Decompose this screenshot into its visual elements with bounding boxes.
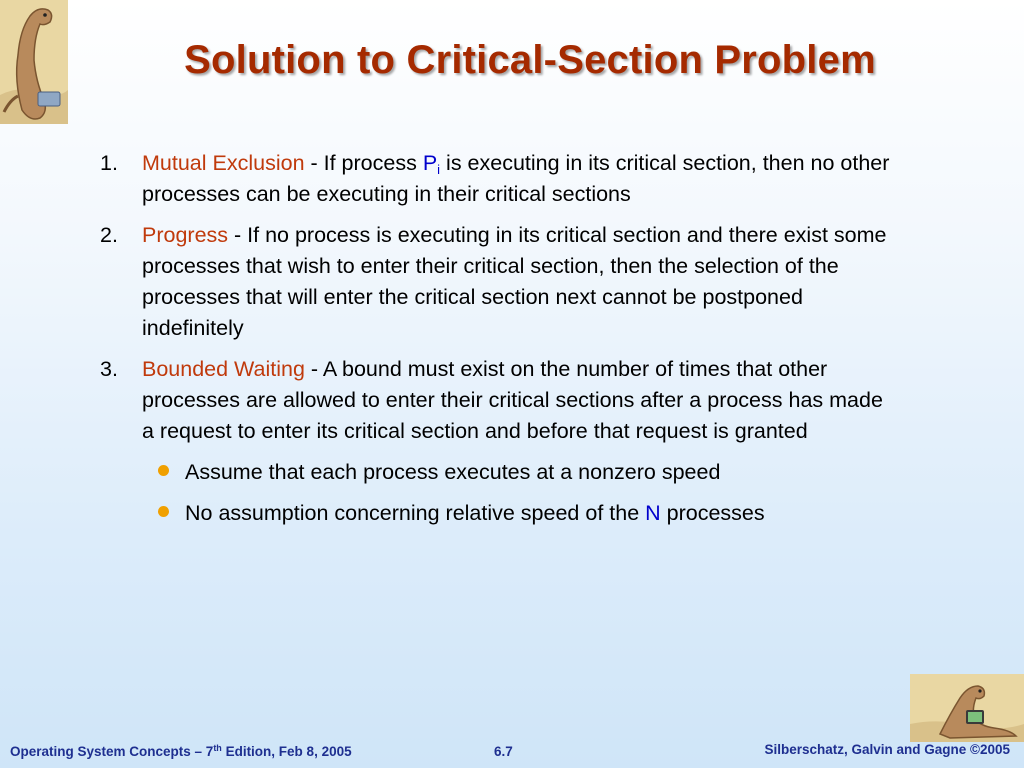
item-text-part: - If process <box>304 151 423 175</box>
item-number: 2. <box>100 223 118 247</box>
item-text-part: - A bound must exist on the number of times that other processes are allowed to enter their critical sections after a process has made a request to enter its critical section and before that request is granted <box>142 357 883 443</box>
term-label: Mutual Exclusion <box>142 151 305 175</box>
item-text <box>142 220 900 344</box>
footer-superscript: th <box>213 743 222 753</box>
process-variable: P <box>422 151 438 175</box>
footer-book-title <box>10 744 352 759</box>
list-item-mutual-exclusion <box>100 148 900 210</box>
bullet-dot-icon <box>158 465 169 476</box>
slide-body <box>100 148 900 539</box>
bullet-text-part: No assumption concerning relative speed of the <box>185 501 646 525</box>
sub-bullet-item <box>158 457 900 488</box>
dinosaur-logo-bottom-icon <box>910 674 1024 742</box>
item-text <box>142 354 900 447</box>
list-item-progress <box>100 220 900 344</box>
bullet-text: Assume that each process executes at a nonzero speed <box>185 460 721 484</box>
item-number: 3. <box>100 357 118 381</box>
footer-copyright: Silberschatz, Galvin and Gagne ©2005 <box>764 742 1010 757</box>
bullet-text <box>185 498 765 529</box>
bullet-dot-icon <box>158 506 169 517</box>
item-text-part: - If no process is executing in its critical section and there exist some processes that wish to enter their critical section, then the selection of the processes that will enter the critical section next cannot be postponed indefinitely <box>142 223 887 340</box>
term-label: Bounded Waiting <box>142 357 305 381</box>
sub-bullet-item <box>158 498 900 529</box>
slide-title: Solution to Critical-Section Problem <box>184 38 876 82</box>
sub-bullet-list <box>158 457 900 529</box>
item-number: 1. <box>100 151 118 175</box>
n-variable: N <box>645 501 661 525</box>
item-text <box>142 148 900 210</box>
bullet-text-part: processes <box>660 501 765 525</box>
process-subscript: i <box>437 162 441 177</box>
footer-page-number: 6.7 <box>494 744 513 759</box>
term-label: Progress <box>142 223 229 247</box>
list-item-bounded-waiting <box>100 354 900 447</box>
item-text-part: is executing in its critical section, then no other processes can be executing in their critical sections <box>142 151 890 206</box>
footer-left-text: Operating System Concepts – 7 <box>10 744 214 759</box>
footer-left-text-end: Edition, Feb 8, 2005 <box>221 744 352 759</box>
